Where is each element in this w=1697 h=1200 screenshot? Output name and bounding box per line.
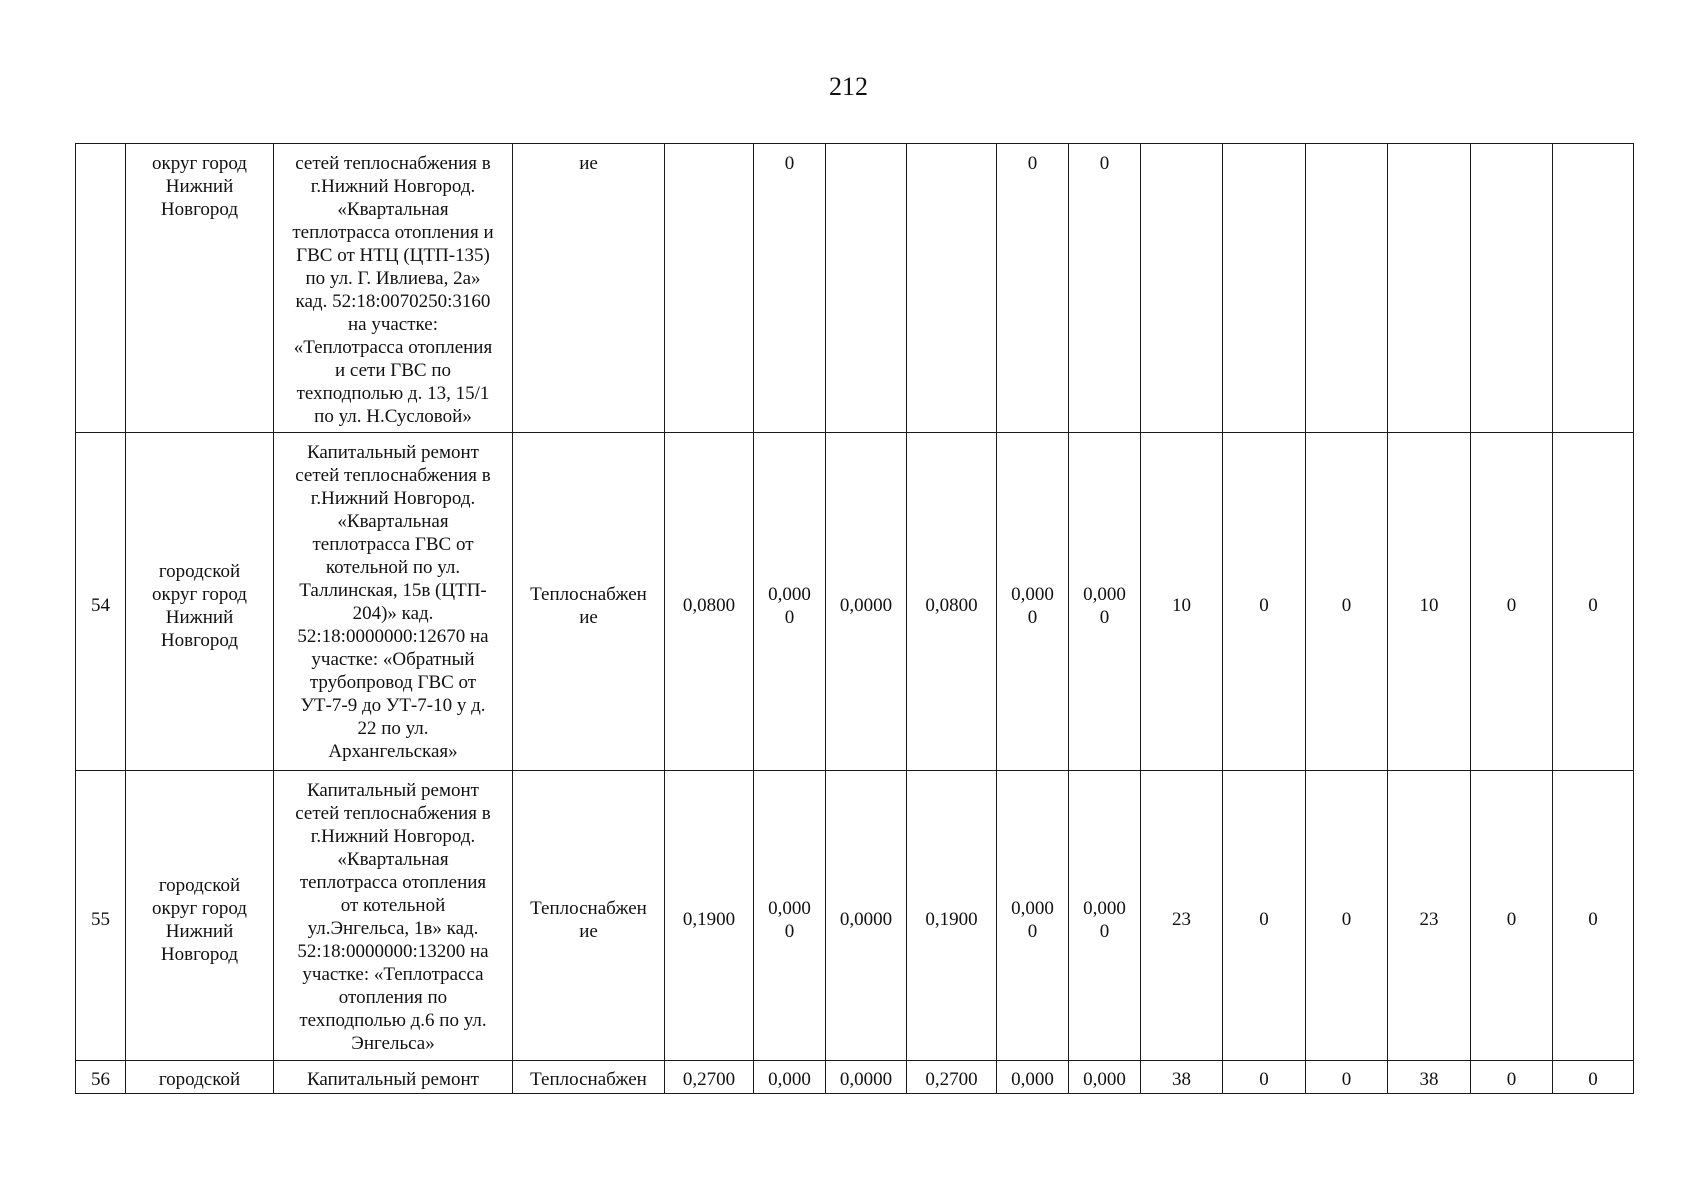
value-cell: 23 — [1141, 771, 1223, 1061]
category-cell — [513, 1061, 665, 1094]
cell-line: 0,000 — [1083, 583, 1126, 605]
territory-cell — [126, 433, 274, 771]
value-cell: 0 — [1223, 1061, 1306, 1094]
cell-line: 0,000 — [1011, 1069, 1054, 1090]
cell-line: округ город — [152, 583, 247, 605]
value-cell — [754, 144, 826, 433]
value-cell: 0,0000 — [826, 1061, 907, 1094]
cell-line: 0,000 — [768, 1069, 811, 1090]
cell-line: Нижний — [165, 606, 234, 628]
cell-line: 0,000 — [1011, 583, 1054, 605]
cell-line: ул.Энгельса, 1в» кад. — [307, 918, 479, 939]
value-cell: 0,0800 — [907, 433, 997, 771]
cell-line: округ город — [152, 897, 247, 919]
table-row — [76, 1061, 1634, 1094]
row-number-cell: 56 — [76, 1061, 126, 1094]
value-cell — [1223, 144, 1306, 433]
value-cell: 0 — [1553, 1061, 1634, 1094]
territory-cell — [126, 1061, 274, 1094]
description-cell — [274, 771, 513, 1061]
value-cell: 0 — [1306, 1061, 1388, 1094]
value-cell: 0 — [1223, 771, 1306, 1061]
cell-line: теплотрасса отопления — [299, 872, 487, 893]
page-number: 212 — [829, 72, 868, 101]
cell-line: г.Нижний Новгород. — [310, 488, 476, 509]
cell-line: от котельной — [340, 895, 446, 916]
row-number-cell — [76, 144, 126, 433]
cell-line: по ул. Н.Сусловой» — [314, 406, 472, 427]
cell-line: 0 — [1099, 920, 1110, 942]
cell-line: г.Нижний Новгород. — [310, 176, 476, 197]
cell-line: 0,000 — [768, 583, 811, 605]
cell-line: 52:18:0000000:12670 на — [297, 626, 489, 647]
cell-line: 0 — [1027, 606, 1038, 628]
description-cell — [274, 433, 513, 771]
capital-repair-table — [75, 143, 1634, 1094]
cell-line: 0 — [1099, 153, 1110, 174]
cell-line: техподполью д.6 по ул. — [299, 1010, 487, 1031]
cell-line: 0,000 — [768, 897, 811, 919]
value-cell — [1471, 144, 1553, 433]
cell-line: 52:18:0000000:13200 на — [297, 941, 489, 962]
cell-line: «Квартальная — [337, 511, 449, 532]
cell-line: 0 — [1027, 920, 1038, 942]
category-cell — [513, 771, 665, 1061]
value-cell: 0 — [1553, 433, 1634, 771]
cell-line: «Квартальная — [337, 199, 449, 220]
value-cell — [665, 144, 754, 433]
value-cell — [1069, 771, 1141, 1061]
cell-line: Новгород — [160, 943, 239, 965]
cell-line: Новгород — [160, 199, 239, 220]
value-cell: 0 — [1471, 771, 1553, 1061]
value-cell: 0 — [1553, 771, 1634, 1061]
cell-line: 0,000 — [1083, 1069, 1126, 1090]
value-cell: 0,2700 — [665, 1061, 754, 1094]
cell-line: 0 — [1027, 153, 1038, 174]
cell-line: ие — [579, 920, 598, 942]
territory-cell — [126, 771, 274, 1061]
cell-line: Капитальный ремонт — [306, 442, 479, 463]
cell-line: УТ-7-9 до УТ-7-10 у д. — [300, 695, 486, 716]
category-cell — [513, 144, 665, 433]
value-cell — [997, 1061, 1069, 1094]
cell-line: ие — [579, 153, 598, 174]
value-cell: 0 — [1306, 771, 1388, 1061]
cell-line: Нижний — [165, 176, 234, 197]
value-cell: 10 — [1141, 433, 1223, 771]
cell-line: сетей теплоснабжения в — [295, 803, 491, 824]
cell-line: Нижний — [165, 920, 234, 942]
cell-line: Капитальный ремонт — [306, 780, 479, 801]
value-cell: 0 — [1471, 433, 1553, 771]
category-cell — [513, 433, 665, 771]
cell-line: сетей теплоснабжения в — [295, 153, 491, 174]
cell-line: 0,000 — [1083, 897, 1126, 919]
value-cell: 0,0800 — [665, 433, 754, 771]
cell-line: Архангельская» — [328, 741, 458, 762]
value-cell: 0,0000 — [826, 433, 907, 771]
cell-line: Энгельса» — [351, 1033, 435, 1054]
cell-line: Теплоснабжен — [530, 897, 647, 919]
territory-cell — [126, 144, 274, 433]
table-body — [76, 144, 1634, 1094]
value-cell — [754, 771, 826, 1061]
value-cell — [1306, 144, 1388, 433]
value-cell: 38 — [1141, 1061, 1223, 1094]
cell-line: участке: «Обратный — [311, 649, 475, 670]
cell-line: Теплоснабжен — [530, 1069, 647, 1090]
cell-line: теплотрасса ГВС от — [312, 534, 474, 555]
value-cell — [997, 144, 1069, 433]
value-cell: 0,0000 — [826, 771, 907, 1061]
cell-line: 0 — [784, 153, 795, 174]
cell-line: «Квартальная — [337, 849, 449, 870]
cell-line: ие — [579, 606, 598, 628]
value-cell — [1553, 144, 1634, 433]
cell-line: кад. 52:18:0070250:3160 — [295, 291, 491, 312]
value-cell: 23 — [1388, 771, 1471, 1061]
cell-line: ГВС от НТЦ (ЦТП-135) — [296, 245, 490, 266]
cell-line: 22 по ул. — [357, 718, 429, 739]
value-cell — [1069, 1061, 1141, 1094]
value-cell — [907, 144, 997, 433]
value-cell: 38 — [1388, 1061, 1471, 1094]
value-cell: 0,2700 — [907, 1061, 997, 1094]
cell-line: Новгород — [160, 629, 239, 651]
cell-line: «Теплотрасса отопления — [293, 337, 493, 358]
value-cell — [997, 433, 1069, 771]
cell-line: городской — [158, 1069, 241, 1090]
value-cell: 0 — [1471, 1061, 1553, 1094]
cell-line: на участке: — [347, 314, 439, 335]
table-row — [76, 771, 1634, 1061]
value-cell: 0 — [1223, 433, 1306, 771]
value-cell — [754, 433, 826, 771]
cell-line: 0,000 — [1011, 897, 1054, 919]
cell-line: по ул. Г. Ивлиева, 2а» — [305, 268, 481, 289]
cell-line: участке: «Теплотрасса — [302, 964, 484, 985]
value-cell — [1069, 144, 1141, 433]
value-cell: 0,1900 — [665, 771, 754, 1061]
value-cell: 10 — [1388, 433, 1471, 771]
table-row — [76, 433, 1634, 771]
value-cell — [1069, 433, 1141, 771]
value-cell — [754, 1061, 826, 1094]
description-cell — [274, 144, 513, 433]
cell-line: 0 — [784, 920, 795, 942]
cell-line: техподполью д. 13, 15/1 — [296, 383, 490, 404]
cell-line: Теплоснабжен — [530, 583, 647, 605]
cell-line: и сети ГВС по — [335, 360, 451, 381]
cell-line: городской — [158, 874, 241, 896]
value-cell: 0,1900 — [907, 771, 997, 1061]
cell-line: котельной по ул. — [325, 557, 461, 578]
row-number-cell: 54 — [76, 433, 126, 771]
value-cell — [1388, 144, 1471, 433]
value-cell — [1141, 144, 1223, 433]
cell-line: сетей теплоснабжения в — [295, 465, 491, 486]
cell-line: 0 — [784, 606, 795, 628]
cell-line: городской — [158, 560, 241, 582]
cell-line: 204)» кад. — [352, 603, 434, 624]
description-cell — [274, 1061, 513, 1094]
cell-line: г.Нижний Новгород. — [310, 826, 476, 847]
cell-line: округ город — [152, 153, 247, 174]
cell-line: трубопровод ГВС от — [309, 672, 477, 693]
cell-line: Капитальный ремонт — [306, 1069, 479, 1090]
table-row — [76, 144, 1634, 433]
value-cell — [826, 144, 907, 433]
value-cell: 0 — [1306, 433, 1388, 771]
row-number-cell: 55 — [76, 771, 126, 1061]
cell-line: отопления по — [338, 987, 448, 1008]
value-cell — [997, 771, 1069, 1061]
cell-line: теплотрасса отопления и — [292, 222, 494, 243]
cell-line: Таллинская, 15в (ЦТП- — [299, 580, 487, 601]
cell-line: 0 — [1099, 606, 1110, 628]
